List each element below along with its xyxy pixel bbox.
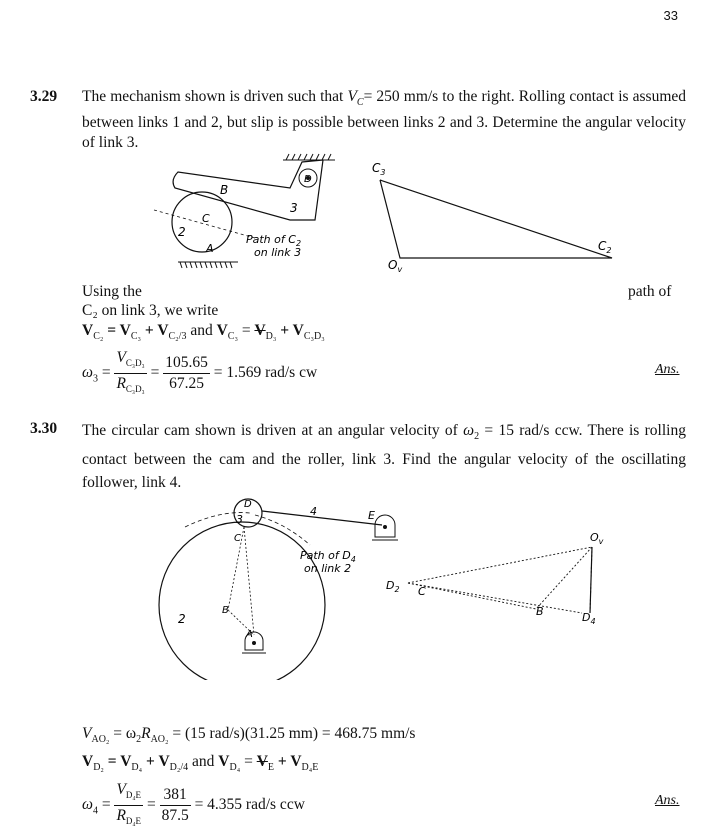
fraction-v-over-r-329: $\frac{V_{C_3D_3}}{R_{C_3D_3}}$ (116, 349, 145, 395)
label-ov-329: $O_v$ (388, 258, 403, 274)
vc-symbol: V (347, 88, 357, 105)
path-of-text: path of (628, 283, 672, 300)
label-3-330: 3 (236, 513, 243, 526)
page-number: 33 (663, 8, 678, 23)
ground-hatch-top (283, 154, 335, 160)
using-text: Using the (82, 283, 142, 300)
label-c3-329: $C_3$ (372, 161, 386, 177)
label-b-poly-330: B (536, 605, 544, 618)
answer-label-330: Ans. (655, 793, 680, 808)
problem-statement-3-30: The circular cam shown is driven at an angular velocity of $\omega_2 = 15$ rad/s ccw. There is rolling contact between the cam and the roller, link 3. Find the angular velocity of the oscillating follower, link 4. (82, 422, 686, 492)
figure-3-30 (150, 485, 620, 680)
path-annotation-329: Path of $C_2$ (246, 233, 302, 248)
label-2-329: 2 (178, 225, 186, 239)
velocity-polygon-329 (380, 180, 612, 258)
link-3 (173, 160, 323, 220)
statement-post: = 250 mm/s to the right. Rolling contact is assumed between links 1 and 2, but slip is possible between links 2 and 3. Determine the angular velocity of link 3. (82, 88, 687, 152)
ground-hatch-bottom (178, 262, 238, 268)
label-d4-330: $D_4$ (582, 611, 596, 626)
velocity-polygon-330 (408, 547, 592, 613)
equation-3-29-omega: $\omega_3$ = $\frac{V_{C_3D_3}}{R_{C_3D_3}}$ = $\frac{105.65}{67.25}$ = 1.569 rad/s cw (82, 348, 317, 399)
problem-statement-3-29 (82, 87, 686, 153)
label-2-330: 2 (178, 612, 186, 626)
c2-on-link-text: C₂ on link 3, we write (82, 302, 219, 319)
label-4-330: 4 (310, 505, 317, 518)
path-annotation-329-line2: on link 3 (254, 246, 302, 259)
figure-3-29 (150, 150, 620, 275)
problem-number-3-30: 3.30 (30, 420, 58, 437)
label-d-330: D (244, 499, 252, 510)
label-c-poly-330: C (418, 585, 426, 598)
statement-pre: The mechanism shown is driven such that (82, 88, 348, 105)
fraction-numeric-329: $\frac{105.65}{67.25}$ (165, 354, 208, 393)
label-d-329: D (304, 174, 312, 185)
equation-3-30-vectors: $V_{D_2} = V_{D_4} + V_{D_2/4}$ and $V_{D_4} = V_E + V_{D_4E}$ (82, 753, 319, 774)
cam-link-2 (159, 522, 325, 680)
vc-subscript: C (356, 97, 364, 109)
label-c-330: C (234, 533, 241, 544)
equation-3-29-vectors: $V_{C_2} = V_{C_3} + V_{C_2/3}$ and $V_{C_3} = V_{D_3} + V_{C_3D_3}$ (82, 322, 325, 343)
label-b-329: B (220, 183, 229, 197)
label-c-329: C (202, 212, 210, 225)
equation-3-30-omega: $\omega_4$ = $\frac{V_{D_4E}}{R_{D_4E}}$ = $\frac{381}{87.5}$ = 4.355 rad/s ccw (82, 780, 305, 831)
fraction-v-over-r-330: $\frac{V_{D_4E}}{R_{D_4E}}$ (116, 781, 142, 827)
path-annotation-330-line2: on link 2 (304, 562, 352, 575)
follower-link-4 (262, 511, 382, 525)
answer-label-329: Ans. (655, 362, 680, 377)
label-e-330: E (368, 509, 375, 522)
label-a-329: A (206, 242, 214, 255)
label-b-330: B (222, 605, 229, 616)
equation-3-30-vao2: $V_{AO_2} = \omega_2R_{AO_2} = (15$ rad/s)(31.25 mm) = 468.75 mm/s (82, 725, 416, 746)
label-3-329: 3 (290, 201, 298, 215)
label-d2-330: $D_2$ (386, 579, 400, 594)
path-annotation-330: Path of $D_4$ (300, 549, 356, 564)
problem-number-3-29: 3.29 (30, 88, 58, 105)
fraction-numeric-330: $\frac{381}{87.5}$ (161, 786, 189, 825)
construction-line-ca (244, 527, 254, 635)
label-c2-329: $C_2$ (598, 239, 612, 255)
label-a-330: A (246, 629, 253, 640)
label-ov-330: $O_v$ (590, 531, 604, 546)
